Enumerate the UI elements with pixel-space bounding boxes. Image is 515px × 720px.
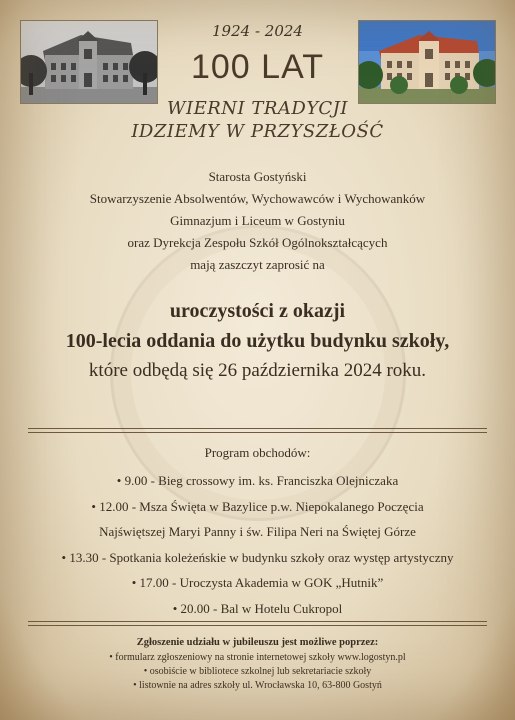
program-title: Program obchodów: <box>204 445 311 460</box>
inviter-line: Starosta Gostyński <box>208 169 307 184</box>
anniversary-years: 1924 - 2024 <box>212 22 303 40</box>
program-item: • 12.00 - Msza Święta w Bazylice p.w. Niepokalanego Poczęcia <box>91 498 424 514</box>
inviters-block <box>0 166 515 276</box>
program-item: • 9.00 - Bieg crossowy im. ks. Franciszka Olejniczaka <box>116 473 399 488</box>
program-block <box>0 442 515 621</box>
registration-info <box>0 636 515 693</box>
page-title: 100 LAT <box>190 48 324 86</box>
occasion-line-2: 100-lecia oddania do użytku budynku szkoły, <box>65 330 450 352</box>
program-item: • 17.00 - Uroczysta Akademia w GOK „Hutnik” <box>131 575 384 590</box>
occasion-line-1: uroczystości z okazji <box>169 300 346 322</box>
registration-title: Zgłoszenie udziału w jubileuszu jest możliwe poprzez: <box>136 637 379 648</box>
occasion-block <box>0 296 515 386</box>
program-item: Najświętszej Maryi Panny i św. Filipa Neri na Świętej Górze <box>99 524 416 539</box>
inviter-line: mają zaszczyt zaprosić na <box>190 257 325 272</box>
program-item: • 20.00 - Bal w Hotelu Cukropol <box>172 600 343 616</box>
registration-item: • osobiście w bibliotece szkolnej lub sekretariacie szkoły <box>143 666 372 677</box>
occasion-line-3: które odbędą się 26 października 2024 roku. <box>88 360 427 381</box>
divider-top <box>28 428 487 433</box>
motto-line-1: WIERNI TRADYCJI <box>166 98 349 119</box>
inviter-line: Gimnazjum i Liceum w Gostyniu <box>170 213 345 228</box>
program-item: • 13.30 - Spotkania koleżeńskie w budynku szkoły oraz występ artystyczny <box>61 549 454 565</box>
divider-bottom <box>28 621 487 626</box>
registration-item: • formularz zgłoszeniowy na stronie internetowej szkoły www.logostyn.pl <box>109 652 406 663</box>
registration-item: • listownie na adres szkoły ul. Wrocławska 10, 63-800 Gostyń <box>133 680 382 691</box>
inviter-line: Stowarzyszenie Absolwentów, Wychowawców i Wychowanków <box>89 191 426 206</box>
motto-line-2: IDZIEMY W PRZYSZŁOŚĆ <box>131 121 384 142</box>
inviter-line: oraz Dyrekcja Zespołu Szkół Ogólnokształcących <box>127 235 388 250</box>
